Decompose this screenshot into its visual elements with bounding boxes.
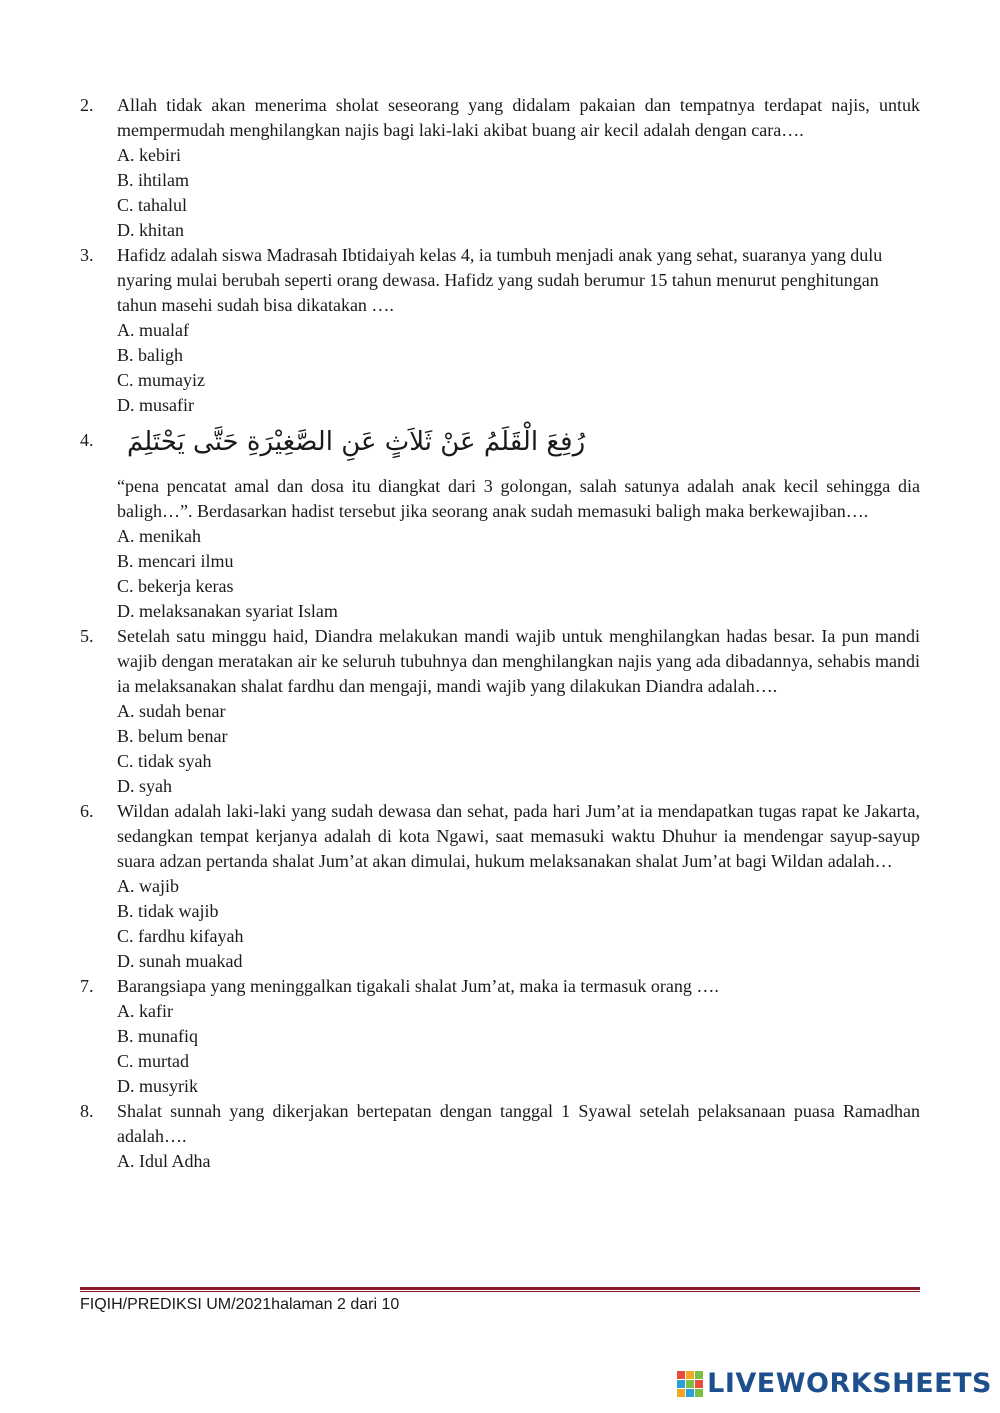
question-5 [80,624,920,799]
option-a: A. kebiri [117,145,181,165]
option-b: B. munafiq [117,1026,198,1046]
option-b: B. tidak wajib [117,901,219,921]
option-d: D. musyrik [117,1076,198,1096]
option-b: B. ihtilam [117,170,189,190]
question-text: Barangsiapa yang meninggalkan tigakali shalat Jum’at, maka ia termasuk orang …. [117,976,719,996]
option-d: D. syah [117,776,172,796]
page-footer: FIQIH/PREDIKSI UM/2021halaman 2 dari 10 [80,1296,400,1313]
question-2 [80,93,920,243]
option-a: A. menikah [117,526,201,546]
option-a: A. Idul Adha [117,1151,211,1171]
option-a: A. kafir [117,1001,173,1021]
question-text: Hafidz adalah siswa Madrasah Ibtidaiyah kelas 4, ia tumbuh menjadi anak yang sehat, suaranya yang dulu nyaring mulai berubah seperti orang dewasa. Hafidz yang sudah berumur 15 tahun menurut penghitungan tahun masehi sudah bisa dikatakan …. [117,245,883,315]
option-d: D. musafir [117,395,194,415]
question-text: Shalat sunnah yang dikerjakan bertepatan dengan tanggal 1 Syawal setelah pelaksanaan puasa Ramadhan adalah…. [117,1101,920,1146]
question-number: 7. [80,976,94,996]
option-c: C. mumayiz [117,370,205,390]
option-c: C. murtad [117,1051,189,1071]
question-text: Setelah satu minggu haid, Diandra melakukan mandi wajib untuk menghilangkan hadas besar. Ia pun mandi wajib dengan meratakan air ke seluruh tubuhnya dan menghilangkan najis yang ada dibadannya, sehabis mandi ia melaksanakan shalat fardhu dan mengaji, mandi wajib yang dilakukan Diandra adalah…. [117,626,920,696]
option-b: B. belum benar [117,726,228,746]
option-c: C. fardhu kifayah [117,926,244,946]
option-list [117,699,920,799]
logo-grid-icon [677,1371,703,1397]
footer-divider-thin [80,1291,920,1292]
option-list [117,874,920,974]
question-number: 3. [80,245,94,265]
option-b: B. baligh [117,345,183,365]
option-c: C. tahalul [117,195,187,215]
option-b: B. mencari ilmu [117,551,234,571]
option-d: D. sunah muakad [117,951,243,971]
option-d: D. melaksanakan syariat Islam [117,601,338,621]
question-number: 6. [80,801,94,821]
option-a: A. mualaf [117,320,189,340]
brand-name: LIVEWORKSHEETS [707,1368,992,1399]
question-number: 4. [80,430,94,450]
option-list [117,1149,920,1174]
option-a: A. wajib [117,876,179,896]
question-number: 2. [80,95,94,115]
question-text: Allah tidak akan menerima sholat seseorang yang didalam pakaian dan tempatnya terdapat najis, untuk mempermudah menghilangkan najis bagi laki-laki akibat buang air kecil adalah dengan cara…. [117,95,920,140]
question-text: Wildan adalah laki-laki yang sudah dewasa dan sehat, pada hari Jum’at ia mendapatkan tugas rapat ke Jakarta, sedangkan tempat kerjanya adalah di kota Ngawi, saat memasuki waktu Dhuhur ia mendengar sayup-sayup suara adzan pertanda shalat Jum’at akan dimulai, hukum melaksanakan shalat Jum’at bagi Wildan adalah… [117,801,920,871]
liveworksheets-logo[interactable] [677,1368,992,1399]
option-a: A. sudah benar [117,701,226,721]
footer-divider [80,1287,920,1290]
question-text: “pena pencatat amal dan dosa itu diangkat dari 3 golongan, salah satunya adalah anak kecil sehingga dia baligh…”. Berdasarkan hadist tersebut jika seorang anak sudah memasuki baligh maka berkewajiban…. [117,476,920,521]
question-number: 8. [80,1101,94,1121]
question-list [80,93,920,1174]
question-number: 5. [80,626,94,646]
question-4 [80,414,920,624]
question-8 [80,1099,920,1174]
option-list [117,524,920,624]
option-list [117,999,920,1099]
option-list [117,318,920,418]
option-list [117,143,920,243]
option-c: C. tidak syah [117,751,212,771]
question-3 [80,243,920,418]
question-7 [80,974,920,1099]
option-d: D. khitan [117,220,184,240]
option-c: C. bekerja keras [117,576,234,596]
question-6 [80,799,920,974]
hadith-arabic-text: رُفِعَ الْقَلَمُ عَنْ ثَلاَثٍ عَنِ الصَّغِيْرَةِ حَتَّى يَحْتَلِمَ [127,427,586,457]
